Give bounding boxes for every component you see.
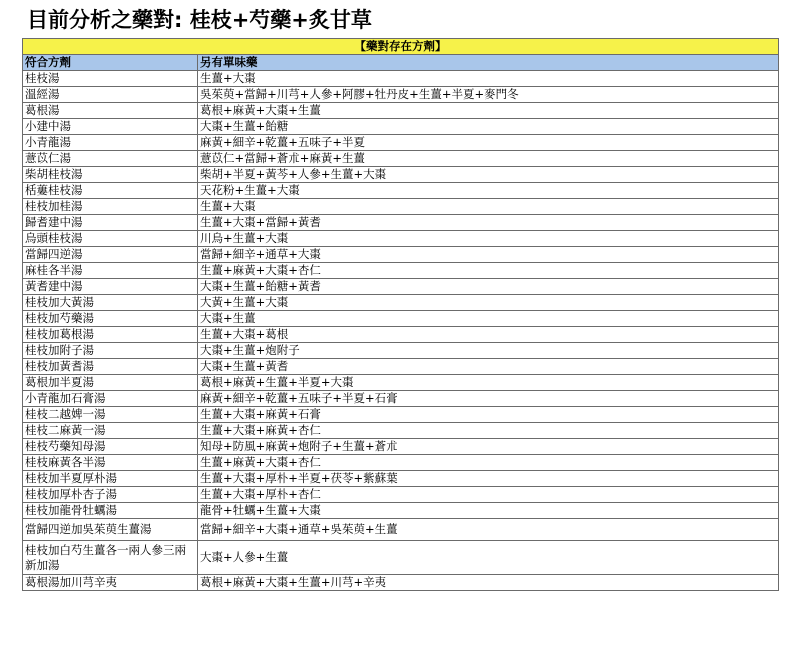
herbs-cell: 生薑+麻黃+大棗+杏仁: [198, 455, 779, 471]
formula-cell: 葛根湯: [23, 103, 198, 119]
herbs-cell: 大棗+生薑+黃耆: [198, 359, 779, 375]
table-row: [23, 199, 779, 215]
formula-cell: 桂枝加葛根湯: [23, 327, 198, 343]
formula-cell: 桂枝加桂湯: [23, 199, 198, 215]
table-row: [23, 391, 779, 407]
herbs-cell: 大棗+人參+生薑: [198, 541, 779, 575]
formula-cell: 麻桂各半湯: [23, 263, 198, 279]
herbs-cell: 當歸+細辛+通草+大棗: [198, 247, 779, 263]
herbs-cell: 麻黃+細辛+乾薑+五味子+半夏+石膏: [198, 391, 779, 407]
column-header-formula: 符合方劑: [23, 55, 198, 71]
table-row: [23, 359, 779, 375]
formula-cell: 桂枝加龍骨牡蠣湯: [23, 503, 198, 519]
formula-cell: 薏苡仁湯: [23, 151, 198, 167]
herbs-cell: 知母+防風+麻黃+炮附子+生薑+蒼朮: [198, 439, 779, 455]
herbs-cell: 生薑+大棗+厚朴+杏仁: [198, 487, 779, 503]
table-row: [23, 135, 779, 151]
formula-cell: 烏頭桂枝湯: [23, 231, 198, 247]
herbs-cell: 生薑+大棗+麻黃+杏仁: [198, 423, 779, 439]
herbs-cell: 天花粉+生薑+大棗: [198, 183, 779, 199]
formula-cell: 桂枝加白芍生薑各一兩人參三兩新加湯: [23, 541, 198, 575]
table-row: [23, 519, 779, 541]
table-row: [23, 423, 779, 439]
formula-cell: 桂枝加芍藥湯: [23, 311, 198, 327]
table-row: [23, 575, 779, 591]
table-row: [23, 247, 779, 263]
formula-cell: 栝蔞桂枝湯: [23, 183, 198, 199]
formula-cell: 小青龍加石膏湯: [23, 391, 198, 407]
table-banner: 【藥對存在方劑】: [23, 39, 779, 55]
table-row: [23, 375, 779, 391]
table-row: [23, 119, 779, 135]
herbs-cell: 川烏+生薑+大棗: [198, 231, 779, 247]
herbs-cell: 生薑+大棗+厚朴+半夏+茯苓+紫蘇葉: [198, 471, 779, 487]
table-row: [23, 343, 779, 359]
formula-cell: 桂枝麻黃各半湯: [23, 455, 198, 471]
herbs-cell: 生薑+大棗: [198, 71, 779, 87]
table-row: [23, 215, 779, 231]
formula-cell: 桂枝加半夏厚朴湯: [23, 471, 198, 487]
formula-cell: 當歸四逆湯: [23, 247, 198, 263]
table-banner-row: [23, 39, 779, 55]
table-row: [23, 311, 779, 327]
herbs-cell: 生薑+麻黃+大棗+杏仁: [198, 263, 779, 279]
herbs-cell: 生薑+大棗+麻黃+石膏: [198, 407, 779, 423]
formula-cell: 小建中湯: [23, 119, 198, 135]
table-row: [23, 87, 779, 103]
herbs-cell: 生薑+大棗+當歸+黃耆: [198, 215, 779, 231]
formula-cell: 黃耆建中湯: [23, 279, 198, 295]
formula-cell: 葛根加半夏湯: [23, 375, 198, 391]
formula-cell: 溫經湯: [23, 87, 198, 103]
herb-pair-table-container: [22, 38, 778, 591]
herbs-cell: 當歸+細辛+大棗+通草+吳茱萸+生薑: [198, 519, 779, 541]
table-row: [23, 439, 779, 455]
formula-cell: 歸耆建中湯: [23, 215, 198, 231]
table-row: [23, 503, 779, 519]
formula-cell: 桂枝芍藥知母湯: [23, 439, 198, 455]
formula-cell: 小青龍湯: [23, 135, 198, 151]
formula-cell: 桂枝二越婢一湯: [23, 407, 198, 423]
herb-pair-table: [22, 38, 779, 591]
formula-cell: 柴胡桂枝湯: [23, 167, 198, 183]
table-row: [23, 71, 779, 87]
table-row: [23, 231, 779, 247]
formula-cell: 葛根湯加川芎辛夷: [23, 575, 198, 591]
herbs-cell: 大棗+生薑+飴糖+黃耆: [198, 279, 779, 295]
table-row: [23, 151, 779, 167]
herbs-cell: 大棗+生薑+飴糖: [198, 119, 779, 135]
formula-cell: 桂枝加大黃湯: [23, 295, 198, 311]
herbs-cell: 柴胡+半夏+黃芩+人參+生薑+大棗: [198, 167, 779, 183]
page-title: 目前分析之藥對: 桂枝+芍藥+炙甘草: [27, 8, 372, 32]
formula-cell: 桂枝加厚朴杏子湯: [23, 487, 198, 503]
formula-cell: 桂枝二麻黃一湯: [23, 423, 198, 439]
herbs-cell: 麻黃+細辛+乾薑+五味子+半夏: [198, 135, 779, 151]
formula-cell: 當歸四逆加吳茱萸生薑湯: [23, 519, 198, 541]
table-row: [23, 327, 779, 343]
herbs-cell: 生薑+大棗: [198, 199, 779, 215]
column-header-herbs: 另有單味藥: [198, 55, 779, 71]
table-row: [23, 103, 779, 119]
herbs-cell: 葛根+麻黃+大棗+生薑+川芎+辛夷: [198, 575, 779, 591]
table-row: [23, 471, 779, 487]
herbs-cell: 吳茱萸+當歸+川芎+人參+阿膠+牡丹皮+生薑+半夏+麥門冬: [198, 87, 779, 103]
formula-cell: 桂枝加黃耆湯: [23, 359, 198, 375]
herbs-cell: 生薑+大棗+葛根: [198, 327, 779, 343]
table-row: [23, 295, 779, 311]
table-row: [23, 263, 779, 279]
table-header-row: [23, 55, 779, 71]
herbs-cell: 大黃+生薑+大棗: [198, 295, 779, 311]
table-row: [23, 167, 779, 183]
table-row: [23, 487, 779, 503]
formula-cell: 桂枝湯: [23, 71, 198, 87]
herbs-cell: 龍骨+牡蠣+生薑+大棗: [198, 503, 779, 519]
table-row: [23, 541, 779, 575]
herbs-cell: 薏苡仁+當歸+蒼朮+麻黃+生薑: [198, 151, 779, 167]
table-row: [23, 183, 779, 199]
table-row: [23, 455, 779, 471]
formula-cell: 桂枝加附子湯: [23, 343, 198, 359]
herbs-cell: 葛根+麻黃+生薑+半夏+大棗: [198, 375, 779, 391]
table-row: [23, 407, 779, 423]
herbs-cell: 葛根+麻黃+大棗+生薑: [198, 103, 779, 119]
table-row: [23, 279, 779, 295]
herbs-cell: 大棗+生薑+炮附子: [198, 343, 779, 359]
herbs-cell: 大棗+生薑: [198, 311, 779, 327]
